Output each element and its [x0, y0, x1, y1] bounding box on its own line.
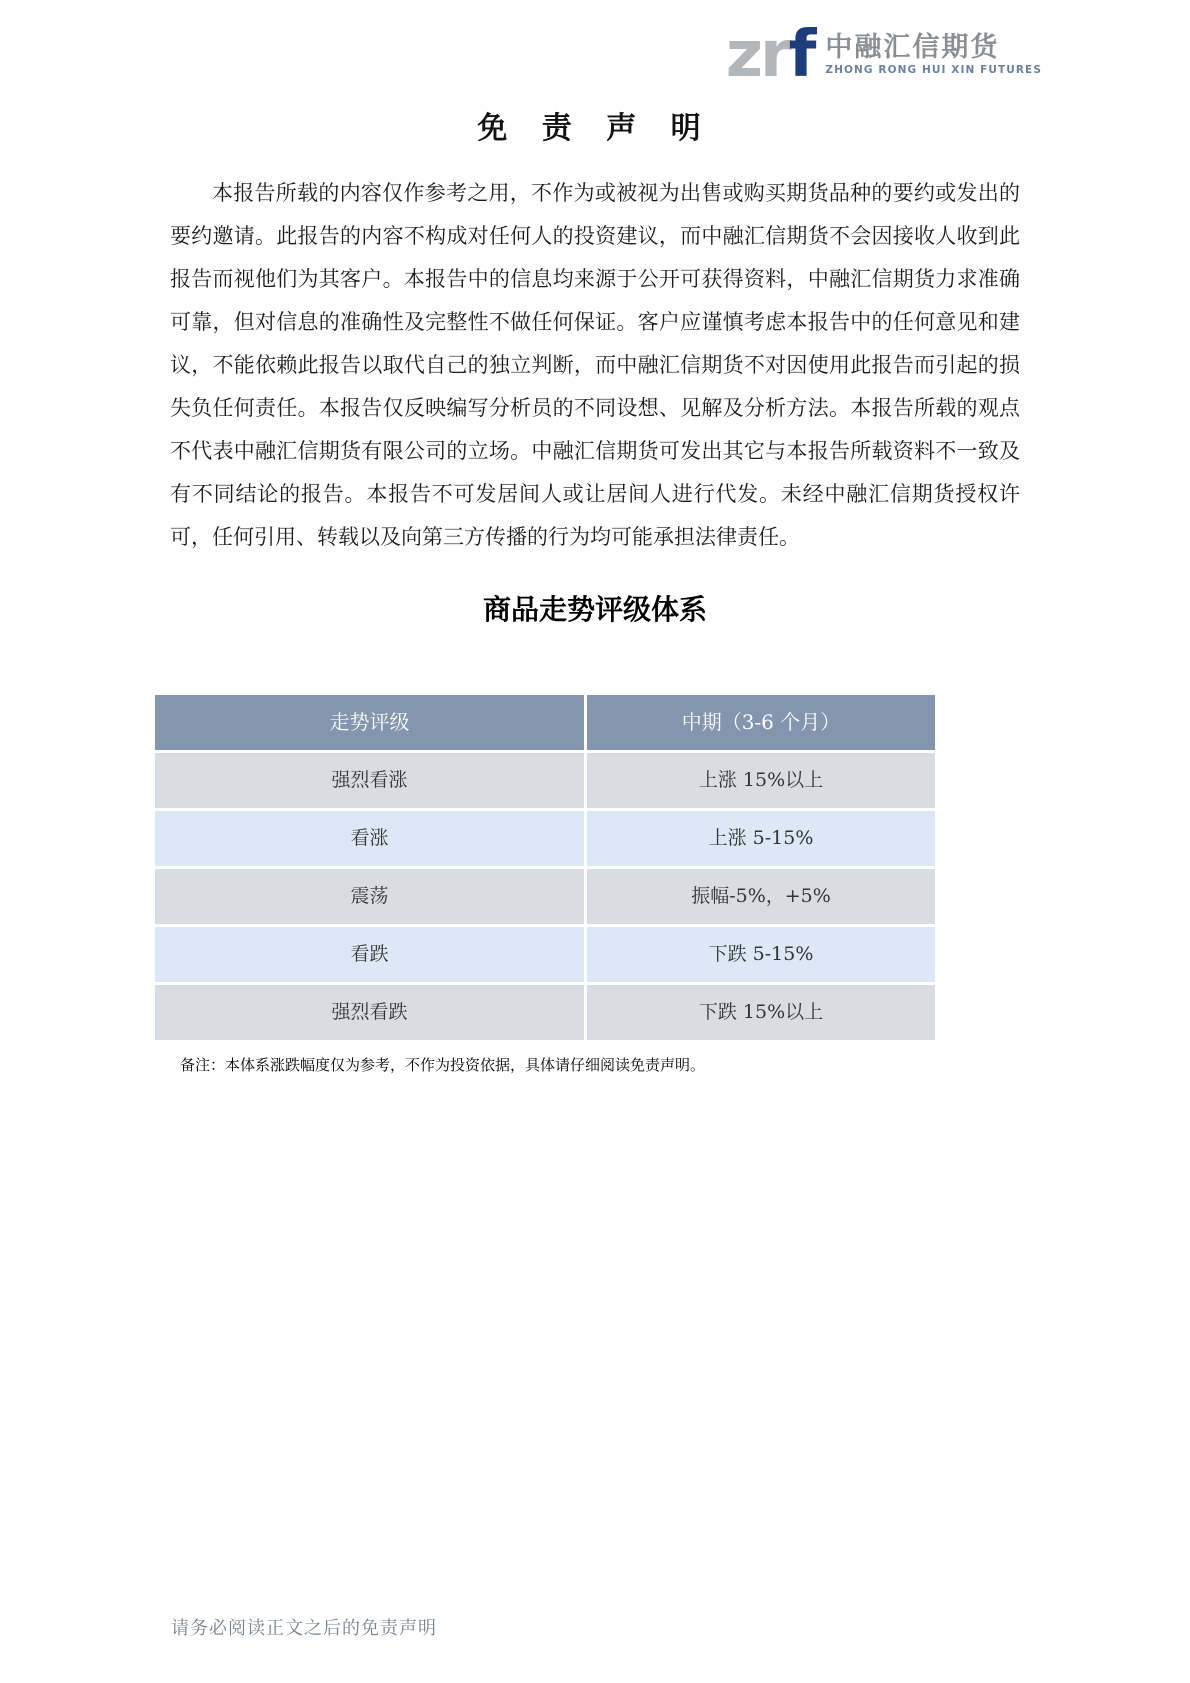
company-name-en: ZHONG RONG HUI XIN FUTURES — [825, 64, 1042, 76]
page-footer: 请务必阅读正文之后的免责声明 — [171, 1618, 437, 1639]
disclaimer-body: 本报告所载的内容仅作参考之用，不作为或被视为出售或购买期货品种的要约或发出的要约邀请。此报告的内容不构成对任何人的投资建议，而中融汇信期货不会因接收人收到此报告而视他们为其客户。本报告中的信息均来源于公开可获得资料，中融汇信期货力求准确可靠，但对信息的准确性及完整性不做任何保证。客户应谨慎考虑本报告中的任何意见和建议，不能依赖此报告以取代自己的独立判断，而中融汇信期货不对因使用此报告而引起的损失负任何责任。本报告仅反映编写分析员的不同设想、见解及分析方法。本报告所载的观点不代表中融汇信期货有限公司的立场。中融汇信期货可发出其它与本报告所载资料不一致及有不同结论的报告。本报告不可发居间人或让居间人进行代发。未经中融汇信期货授权许可，任何引用、转载以及向第三方传播的行为均可能承担法律责任。 — [170, 181, 1020, 549]
rating-system-title: 商品走势评级体系 — [482, 593, 707, 626]
rating-table — [155, 695, 935, 1040]
page-title: 免 责 声 明 — [477, 111, 713, 146]
table-cell-range-0: 上涨 15%以上 — [587, 753, 935, 808]
company-logo — [725, 18, 1042, 92]
table-cell-range-2: 振幅-5%，+5% — [587, 869, 935, 924]
table-cell-rating-4: 强烈看跌 — [155, 985, 584, 1040]
logo-names — [825, 33, 1042, 77]
table-cell-rating-2: 震荡 — [155, 869, 584, 924]
table-header-midterm: 中期（3-6 个月） — [587, 695, 935, 750]
company-name-cn: 中融汇信期货 — [825, 32, 1000, 63]
table-cell-rating-0: 强烈看涨 — [155, 753, 584, 808]
table-cell-rating-1: 看涨 — [155, 811, 584, 866]
logo-zr-letters: zr — [725, 18, 789, 92]
table-cell-range-3: 下跌 5-15% — [587, 927, 935, 982]
logo-f-letter: f — [788, 18, 814, 92]
logo-zrf-mark — [725, 18, 814, 92]
table-note: 备注：本体系涨跌幅度仅为参考，不作为投资依据，具体请仔细阅读免责声明。 — [180, 1056, 706, 1074]
table-header-rating: 走势评级 — [155, 695, 584, 750]
table-cell-range-1: 上涨 5-15% — [587, 811, 935, 866]
table-cell-rating-3: 看跌 — [155, 927, 584, 982]
table-cell-range-4: 下跌 15%以上 — [587, 985, 935, 1040]
